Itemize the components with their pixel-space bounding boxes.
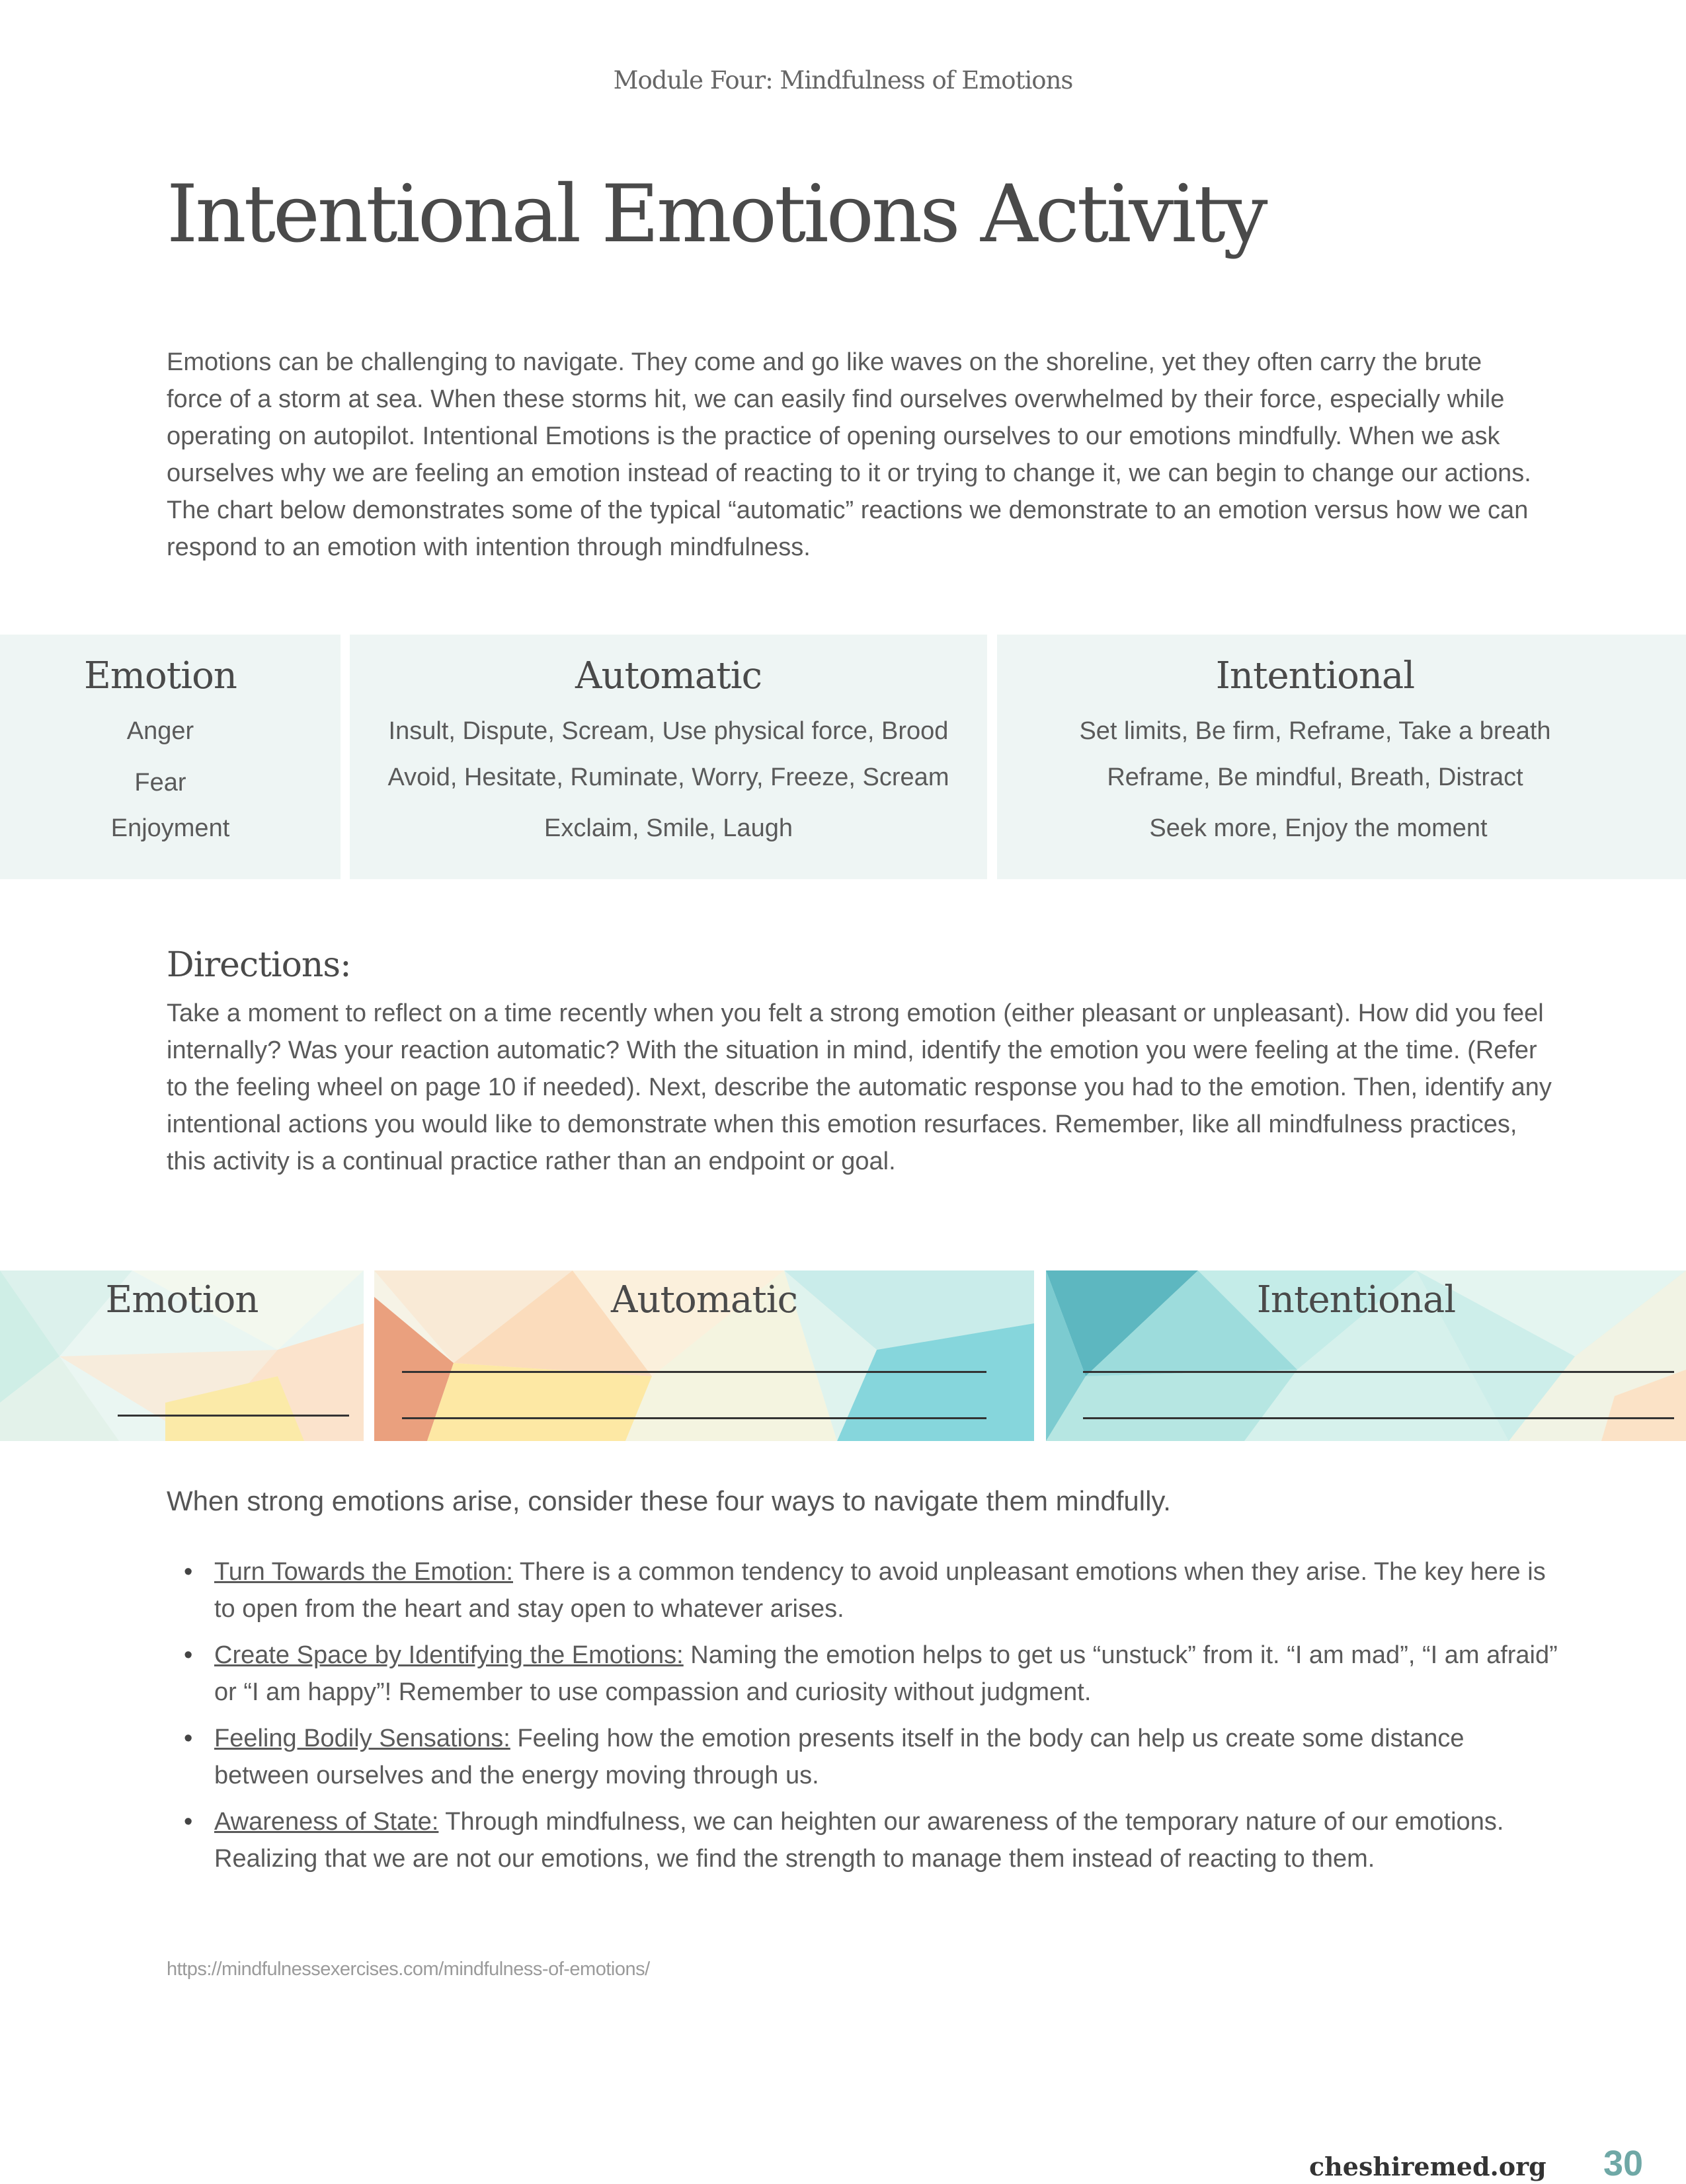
table-cell-intentional: Reframe, Be mindful, Breath, Distract: [1107, 763, 1523, 791]
write-line[interactable]: [1083, 1371, 1674, 1373]
tip-text: Feeling how the emotion presents itself in the body can help us create some distance between ourselves and the energy moving through us.: [214, 1725, 1465, 1789]
example-emotion-column: [0, 635, 341, 879]
worksheet-automatic-panel: [374, 1270, 1034, 1441]
table-cell-automatic: Insult, Dispute, Scream, Use physical force, Brood: [388, 717, 949, 745]
write-line[interactable]: [402, 1417, 986, 1419]
table-cell-automatic: Exclaim, Smile, Laugh: [544, 814, 793, 842]
tip-term: Create Space by Identifying the Emotions:: [214, 1641, 684, 1669]
column-header-automatic: Automatic: [575, 654, 762, 697]
worksheet-header-intentional: Intentional: [1256, 1278, 1456, 1321]
page-number: 30: [1603, 2144, 1644, 2183]
worksheet-header-automatic: Automatic: [611, 1278, 797, 1321]
worksheet-emotion-panel: [0, 1270, 364, 1441]
consider-heading: When strong emotions arise, consider these four ways to navigate them mindfully.: [167, 1485, 1171, 1516]
table-cell-emotion: Enjoyment: [110, 814, 230, 842]
worksheet-header-emotion: Emotion: [105, 1278, 259, 1321]
tip-term: Feeling Bodily Sensations:: [214, 1725, 510, 1752]
column-header-intentional: Intentional: [1215, 654, 1415, 697]
list-item: [167, 1803, 1562, 1877]
tip-text: There is a common tendency to avoid unpleasant emotions when they arise. The key here is to open from the heart and stay open to whatever arises.: [214, 1558, 1546, 1623]
write-line[interactable]: [118, 1415, 349, 1417]
table-cell-automatic: Avoid, Hesitate, Ruminate, Worry, Freeze, Scream: [387, 763, 949, 791]
worksheet-intentional-panel: [1046, 1270, 1686, 1441]
source-link[interactable]: https://mindfulnessexercises.com/mindfulness-of-emotions/: [167, 1959, 650, 1980]
table-cell-emotion: Anger: [126, 717, 194, 745]
table-cell-intentional: Set limits, Be firm, Reframe, Take a breath: [1079, 717, 1551, 745]
write-line[interactable]: [1083, 1417, 1674, 1419]
tip-term: Turn Towards the Emotion:: [214, 1558, 513, 1586]
list-item: [167, 1553, 1562, 1627]
tip-text: Through mindfulness, we can heighten our awareness of the temporary nature of our emotions. Realizing that we are not our emotions, we find the strength to manage them instead of reacting to them.: [214, 1808, 1504, 1873]
tip-term: Awareness of State:: [214, 1808, 439, 1836]
example-intentional-column: [997, 635, 1686, 879]
page-title: Intentional Emotions Activity: [167, 169, 1265, 260]
example-automatic-column: [350, 635, 987, 879]
write-line[interactable]: [402, 1371, 986, 1373]
table-cell-intentional: Seek more, Enjoy the moment: [1149, 814, 1488, 842]
list-item: [167, 1637, 1562, 1711]
tip-text: Naming the emotion helps to get us “unstuck” from it. “I am mad”, “I am afraid” or “I am happy”! Remember to use compassion and curiosity without judgment.: [214, 1641, 1558, 1706]
directions-paragraph: Take a moment to reflect on a time recently when you felt a strong emotion (either pleasant or unpleasant). How did you feel internally? Was your reaction automatic? With the situation in mind, identify the emotion you were feeling at the time. (Refer to the feeling wheel on page 10 if needed). Next, describe the automatic response you had to the emotion. Then, identify any intentional actions you would like to demonstrate when this emotion resurfaces. Remember, like all mindfulness practices, this activity is a continual practice rather than an endpoint or goal.: [167, 999, 1552, 1175]
column-header-emotion: Emotion: [84, 654, 237, 697]
tips-list: [167, 1553, 1562, 1887]
table-cell-emotion: Fear: [134, 769, 186, 797]
list-item: [167, 1720, 1562, 1794]
intro-paragraph: Emotions can be challenging to navigate. They come and go like waves on the shoreline, yet they often carry the brute force of a storm at sea. When these storms hit, we can easily find ourselves overwhelmed by their force, especially while operating on autopilot. Intentional Emotions is the practice of opening ourselves to our emotions mindfully. When we ask ourselves why we are feeling an emotion instead of reacting to it or trying to change it, we can begin to change our actions. The chart below demonstrates some of the typical “automatic” reactions we demonstrate to an emotion versus how we can respond to an emotion with intention through mindfulness.: [167, 348, 1531, 561]
module-header: Module Four: Mindfulness of Emotions: [613, 66, 1073, 95]
directions-heading: Directions:: [167, 945, 351, 985]
footer-site: cheshiremed.org: [1309, 2152, 1546, 2181]
